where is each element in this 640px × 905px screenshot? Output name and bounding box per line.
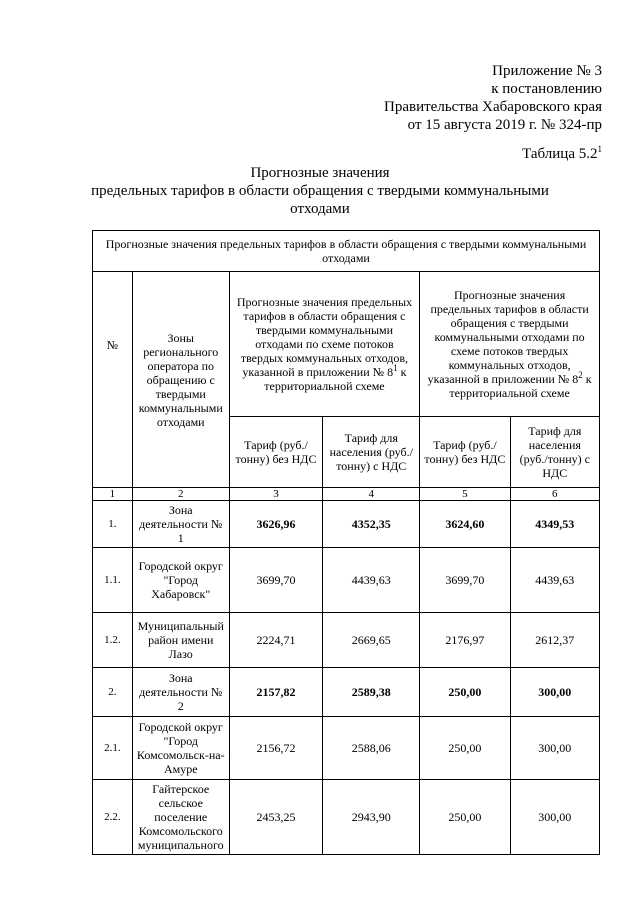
- column-index: 2: [132, 488, 229, 501]
- row-value: 3699,70: [229, 548, 323, 613]
- appendix-line: от 15 августа 2019 г. № 324-пр: [407, 117, 602, 133]
- col-number-label: №: [106, 337, 119, 352]
- row-value: 2156,72: [229, 717, 323, 780]
- table-label-sup: 1: [597, 144, 602, 154]
- subheader-population-tariff-vat: Тариф для населения (руб./тонну) с НДС: [323, 417, 420, 488]
- row-number: 2.2.: [93, 780, 133, 855]
- row-value: 4349,53: [510, 501, 599, 548]
- table-label: [522, 146, 602, 163]
- column-index: 6: [510, 488, 599, 501]
- row-number: 2.: [93, 668, 133, 717]
- row-value: 2589,38: [323, 668, 420, 717]
- row-value: 250,00: [420, 717, 510, 780]
- row-value: 4439,63: [323, 548, 420, 613]
- scheme2-header: [420, 272, 600, 417]
- column-index: 3: [229, 488, 323, 501]
- row-value: 2669,65: [323, 613, 420, 668]
- column-index: 4: [323, 488, 420, 501]
- table-row: [93, 501, 600, 548]
- row-value: 250,00: [420, 668, 510, 717]
- row-value: 2224,71: [229, 613, 323, 668]
- document-title: [0, 164, 640, 218]
- row-number: 2.1.: [93, 717, 133, 780]
- row-value: 300,00: [510, 780, 599, 855]
- title-line: Прогнозные значения: [250, 165, 390, 181]
- table-row: [93, 668, 600, 717]
- table-caption: Прогнозные значения предельных тарифов в области обращения с твердыми коммунальными отходами: [93, 231, 600, 272]
- row-value: 3626,96: [229, 501, 323, 548]
- subheader-tariff-no-vat: Тариф (руб./тонну) без НДС: [229, 417, 323, 488]
- col-zone-header: Зоны регионального оператора по обращению с твердыми коммунальными отходами: [132, 272, 229, 488]
- column-index: 5: [420, 488, 510, 501]
- row-value: 2453,25: [229, 780, 323, 855]
- table-row: [93, 780, 600, 855]
- row-value: 2588,06: [323, 717, 420, 780]
- table-row: [93, 717, 600, 780]
- column-index: 1: [93, 488, 133, 501]
- row-number: 1.: [93, 501, 133, 548]
- scheme2-text: Прогнозные значения предельных тарифов в области обращения с твердыми коммунальными отходами по схеме потоков твердых коммунальных отходов, указанной в приложении № 8: [427, 288, 589, 386]
- row-zone-name: Зона деятельности № 2: [132, 668, 229, 717]
- column-index-row: [93, 488, 600, 501]
- row-value: 300,00: [510, 668, 599, 717]
- row-value: 250,00: [420, 780, 510, 855]
- col-number-header: [93, 272, 133, 488]
- row-zone-name: Гайтерское сельское поселение Комсомольского муниципального: [132, 780, 229, 855]
- scheme2-sup: 2: [578, 370, 583, 380]
- appendix-line: Приложение № 3: [492, 63, 602, 79]
- title-line: отходами: [290, 201, 350, 217]
- scheme1-text-end: к территориальной схеме: [264, 365, 407, 393]
- caption-row: [93, 231, 600, 272]
- scheme1-sup: 1: [393, 363, 398, 373]
- subheader-tariff-no-vat: Тариф (руб./тонну) без НДС: [420, 417, 510, 488]
- row-value: 4439,63: [510, 548, 599, 613]
- subheader-population-tariff-vat: Тариф для населения (руб./тонну) с НДС: [510, 417, 599, 488]
- row-value: 2612,37: [510, 613, 599, 668]
- row-zone-name: Муниципальный район имени Лазо: [132, 613, 229, 668]
- appendix-block: [384, 62, 602, 134]
- row-value: 3624,60: [420, 501, 510, 548]
- table-row: [93, 548, 600, 613]
- scheme2-text-end: к территориальной схеме: [449, 372, 592, 400]
- row-value: 2943,90: [323, 780, 420, 855]
- table-label-text: Таблица 5.2: [522, 146, 598, 162]
- row-value: 2157,82: [229, 668, 323, 717]
- header-row: [93, 272, 600, 417]
- row-number: 1.1.: [93, 548, 133, 613]
- scheme1-header: [229, 272, 420, 417]
- appendix-line: к постановлению: [491, 81, 602, 97]
- title-line: предельных тарифов в области обращения с твердыми коммунальными: [91, 183, 549, 199]
- row-value: 300,00: [510, 717, 599, 780]
- row-zone-name: Зона деятельности № 1: [132, 501, 229, 548]
- appendix-line: Правительства Хабаровского края: [384, 99, 602, 115]
- tariffs-table: [92, 230, 600, 855]
- row-zone-name: Городской округ "Город Комсомольск-на-Амуре: [132, 717, 229, 780]
- row-value: 3699,70: [420, 548, 510, 613]
- table-row: [93, 613, 600, 668]
- row-number: 1.2.: [93, 613, 133, 668]
- scheme1-text: Прогнозные значения предельных тарифов в области обращения с твердыми коммунальными отходами по схеме потоков твердых коммунальных отходов, указанной в приложении № 8: [236, 295, 413, 379]
- row-value: 4352,35: [323, 501, 420, 548]
- row-value: 2176,97: [420, 613, 510, 668]
- row-zone-name: Городской округ "Город Хабаровск": [132, 548, 229, 613]
